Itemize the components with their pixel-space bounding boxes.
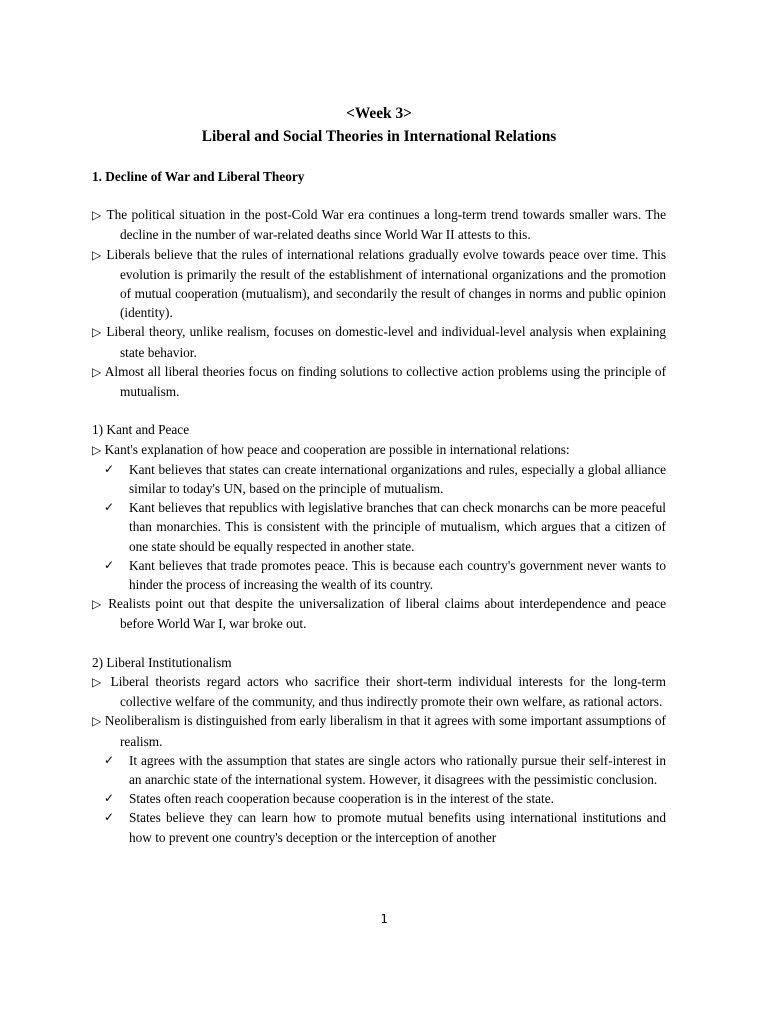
triangle-bullet-icon: ▷ xyxy=(92,597,104,612)
week-label: <Week 3> xyxy=(346,105,412,122)
checkmark-icon: ✓ xyxy=(104,810,115,825)
bullet-paragraph: ▷ Almost all liberal theories focus on finding solutions to collective action problems using the principle of mutualism. xyxy=(92,363,667,400)
check-item: ✓ States often reach cooperation because cooperation is in the interest of the state. xyxy=(92,789,666,808)
checkmark-icon: ✓ xyxy=(104,752,115,767)
check-item: ✓ Kant believes that states can create international organizations and rules, especially a global alliance similar to today's UN, based on the principle of mutualism. xyxy=(104,461,666,497)
section-heading: 1. Decline of War and Liberal Theory xyxy=(92,169,305,184)
triangle-bullet-icon: ▷ xyxy=(92,675,105,690)
bullet-paragraph: ▷ Realists point out that despite the universalization of liberal claims about interdependence and peace before World War I, war broke out. xyxy=(92,596,667,632)
spacer xyxy=(92,634,666,653)
spacer xyxy=(92,186,666,205)
bullet-paragraph: ▷ Kant's explanation of how peace and cooperation are possible in international relations: xyxy=(92,441,570,457)
check-item: ✓ Kant believes that republics with legislative branches that can check monarchs can be more peaceful than monarchies. This is consistent with the principle of mutualism, which argues that a citizen of one state should be equally respected in another state. xyxy=(104,500,666,554)
checkmark-icon: ✓ xyxy=(104,557,115,572)
check-item: ✓ Kant believes that trade promotes peace. This is because each country's government never wants to hinder the process of increasing the wealth of its country. xyxy=(104,557,666,593)
page-number: 1 xyxy=(380,912,388,926)
check-item: ✓ It agrees with the assumption that states are single actors who rationally pursue their self-interest in an anarchic state of the international system. However, it disagrees with the pessimistic conclusion. xyxy=(104,752,666,788)
checkmark-icon: ✓ xyxy=(104,791,115,806)
checkmark-icon: ✓ xyxy=(104,461,115,476)
spacer xyxy=(92,401,666,420)
subsection-heading: 2) Liberal Institutionalism xyxy=(92,654,232,670)
subsection-heading: 1) Kant and Peace xyxy=(92,422,190,438)
triangle-bullet-icon: ▷ xyxy=(92,247,103,262)
check-item: ✓ States believe they can learn how to promote mutual benefits using international institutions and how to prevent one country's deception or the interception of another xyxy=(104,810,666,845)
triangle-bullet-icon: ▷ xyxy=(92,714,102,729)
document-title: Liberal and Social Theories in International Relations xyxy=(201,128,557,145)
triangle-bullet-icon: ▷ xyxy=(92,325,103,340)
triangle-bullet-icon: ▷ xyxy=(92,364,102,379)
bullet-paragraph: ▷ Liberal theory, unlike realism, focuses on domestic-level and individual-level analysis when explaining state behavior. xyxy=(92,324,666,360)
bullet-paragraph: ▷ Liberal theorists regard actors who sacrifice their short-term individual interests for the long-term collective welfare of the community, and thus indirectly promote their own welfare, as rational actors. xyxy=(92,674,666,710)
bullet-paragraph: ▷ Liberals believe that the rules of international relations gradually evolve towards peace over time. This evolution is primarily the result of the establishment of international organizations and the promotion of mutual cooperation (mutualism), and secondarily the result of changes in norms and public opinion (identity). xyxy=(92,246,666,321)
triangle-bullet-icon: ▷ xyxy=(92,208,103,223)
bullet-paragraph: ▷ Neoliberalism is distinguished from early liberalism in that it agrees with some important assumptions of realism. xyxy=(92,713,666,749)
checkmark-icon: ✓ xyxy=(104,500,115,515)
document-page xyxy=(92,102,666,847)
bullet-paragraph: ▷ The political situation in the post-Cold War era continues a long-term trend towards smaller wars. The decline in the number of war-related deaths since World War II attests to this. xyxy=(92,207,666,243)
triangle-bullet-icon: ▷ xyxy=(92,442,102,457)
